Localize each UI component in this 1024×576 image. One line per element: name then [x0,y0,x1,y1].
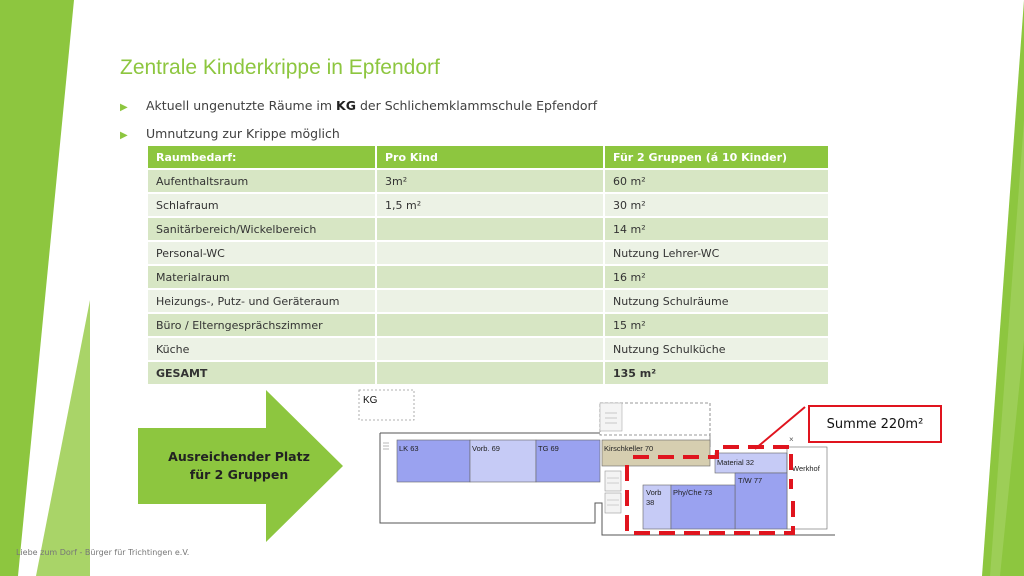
table-row [148,265,829,289]
callout-connector [755,407,805,449]
room-kirschkeller-label: Kirschkeller 70 [604,444,654,453]
footer-text: Liebe zum Dorf - Bürger für Trichtingen e.V. [16,548,190,557]
cell-two-groups: 30 m² [604,193,829,217]
close-mark-icon: × [789,435,794,444]
header-raumbedarf: Raumbedarf: [148,146,376,169]
cell-room: Sanitärbereich/Wickelbereich [148,217,376,241]
room-vorb69-label: Vorb. 69 [472,444,500,453]
sum-callout: Summe 220m² [808,405,942,443]
room-vorb38-label-num: 38 [646,498,655,507]
cell-two-groups: 135 m² [604,361,829,384]
cell-room: GESAMT [148,361,376,384]
room-requirements-table [148,146,830,384]
table-row-total [148,361,829,384]
cell-room: Materialraum [148,265,376,289]
table-row [148,193,829,217]
cell-per-child [376,313,604,337]
cell-two-groups: Nutzung Lehrer-WC [604,241,829,265]
right-decoration [960,0,1024,576]
room-vorb38-label: Vorb [646,488,662,497]
room-lk-label: LK 63 [399,444,419,453]
left-decoration [0,0,90,576]
bullet-2 [120,126,340,141]
header-pro-kind: Pro Kind [376,146,604,169]
table-row [148,241,829,265]
bullet-arrow-icon: ▶ [120,102,128,113]
cell-per-child [376,337,604,361]
cell-two-groups: Nutzung Schulküche [604,337,829,361]
bullet-2-text: Umnutzung zur Krippe möglich [146,126,340,141]
cell-two-groups: 15 m² [604,313,829,337]
bullet-1-text-end: der Schlichemklammschule Epfendorf [355,98,598,113]
floor-plan [355,385,835,545]
bullet-arrow-icon: ▶ [120,130,128,141]
cell-per-child [376,361,604,384]
bullet-1-bold: KG [336,98,356,113]
arrow-text-line-2: für 2 Gruppen [189,467,289,482]
bullet-1 [120,98,597,113]
table-row [148,217,829,241]
arrow-text-line-1: Ausreichender Platz [168,449,310,464]
cell-two-groups: Nutzung Schulräume [604,289,829,313]
cell-room: Personal-WC [148,241,376,265]
cell-room: Schlafraum [148,193,376,217]
cell-room: Küche [148,337,376,361]
room-material-label: Material 32 [717,458,755,467]
arrow-text [150,448,328,484]
cell-per-child [376,265,604,289]
slide-title: Zentrale Kinderkrippe in Epfendorf [120,56,440,79]
table-row [148,289,829,313]
table-row [148,169,829,193]
cell-two-groups: 14 m² [604,217,829,241]
room-tg-label: TG 69 [538,444,559,453]
floor-label: KG [363,395,378,406]
bullet-1-text: Aktuell ungenutzte Räume im [146,98,337,113]
cell-per-child [376,217,604,241]
cell-per-child [376,241,604,265]
table-row [148,337,829,361]
cell-two-groups: 16 m² [604,265,829,289]
cell-per-child [376,289,604,313]
table-row [148,313,829,337]
room-tw-label: T/W 77 [738,476,763,485]
cell-room: Aufenthaltsraum [148,169,376,193]
cell-room: Büro / Elterngesprächszimmer [148,313,376,337]
cell-per-child: 1,5 m² [376,193,604,217]
cell-per-child: 3m² [376,169,604,193]
room-werkhof-label: Werkhof [792,464,820,473]
cell-two-groups: 60 m² [604,169,829,193]
header-zwei-gruppen: Für 2 Gruppen (á 10 Kinder) [604,146,829,169]
table-header-row [148,146,829,169]
room-phy-che-label: Phy/Che 73 [673,488,713,497]
cell-room: Heizungs-, Putz- und Geräteraum [148,289,376,313]
